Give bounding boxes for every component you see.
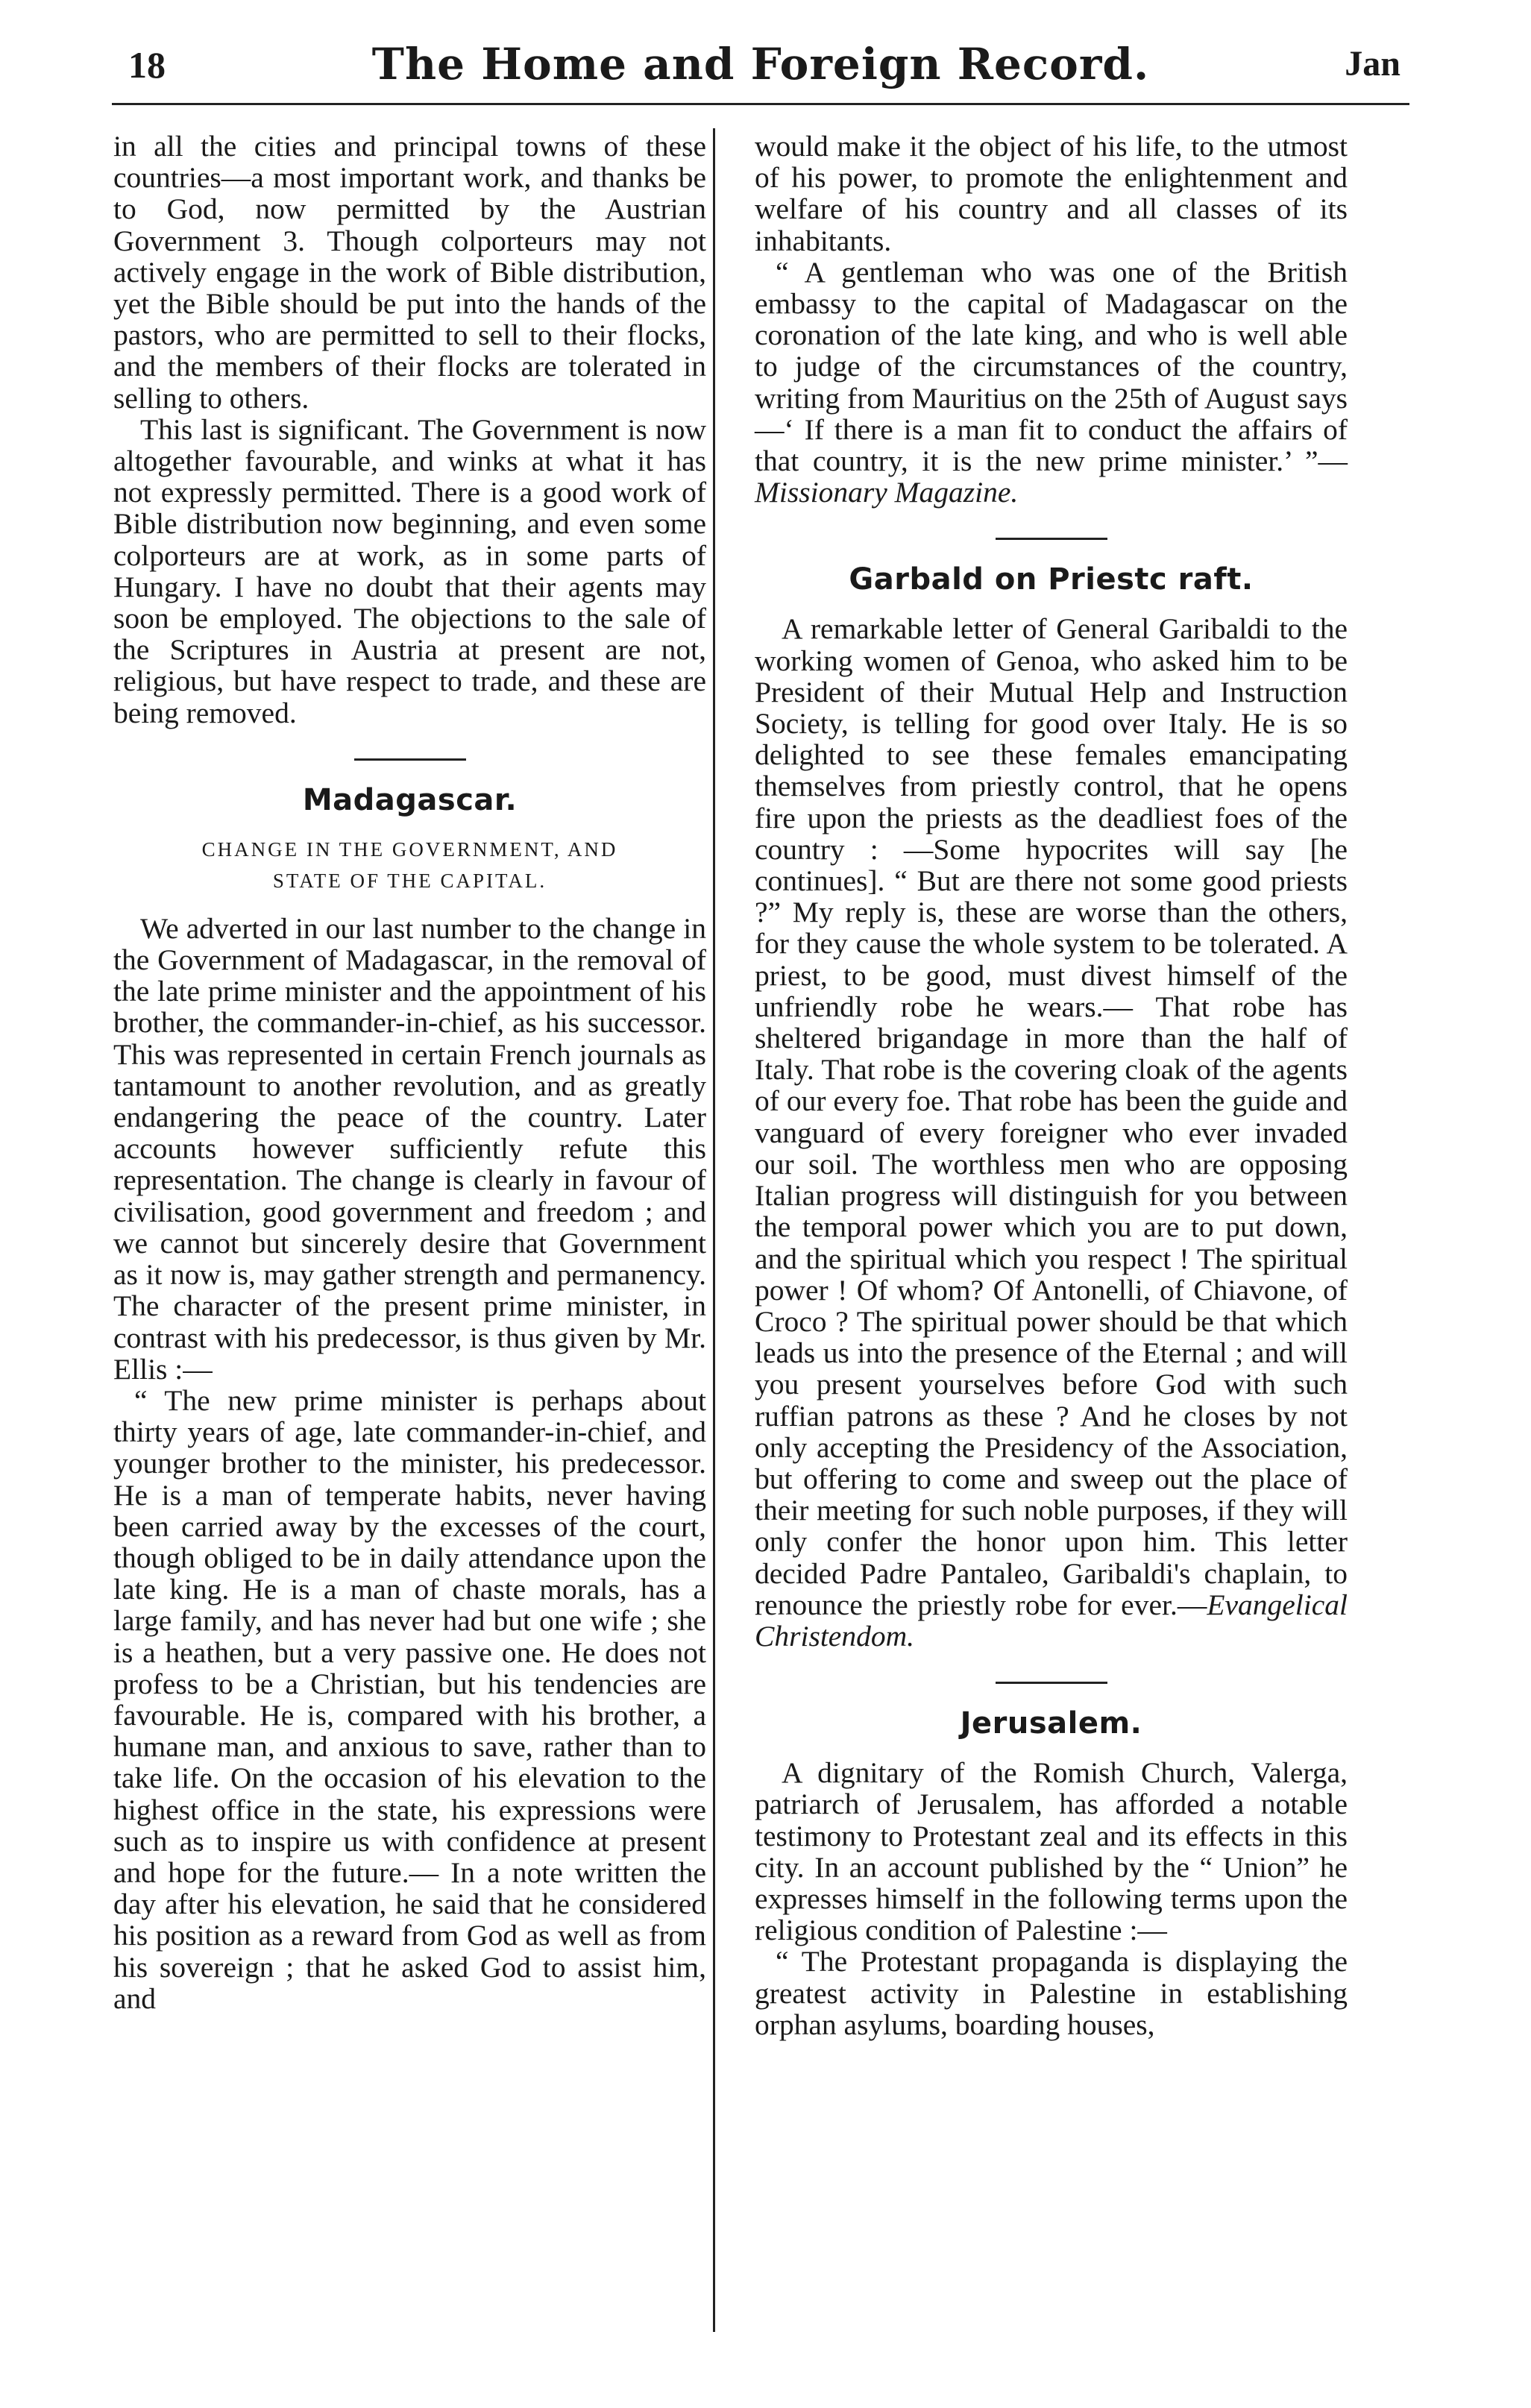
page-header [112, 37, 1409, 112]
madagascar-subheading [113, 834, 706, 896]
madagascar-heading: Madagascar. [302, 782, 518, 817]
madagascar-quote [755, 257, 1348, 509]
column-divider [713, 128, 715, 2332]
section-divider [354, 758, 466, 761]
right-column [755, 131, 1348, 2040]
subheading-line: CHANGE IN THE GOVERNMENT, AND [201, 837, 618, 861]
paragraph-text: A remarkable letter of General Garibaldi to the working women of Genoa, who asked him to be President of their Mutual Help and Instruction Society, is telling for good over Italy. He is so delighted to see these females emancipating themselves from priestly control, that he opens fire upon the priests as the deadliest foes of the country : —Some hypocrites will say [he continues]. “ But are there not some good priests ?” My reply is, these are worse than the others, for they cause the whole system to be tolerated. A priest, to be good, must divest himself of the unfriendly robe he wears.— That robe has sheltered brigandage in more than the half of Italy. That robe is the covering cloak of the agents of our every foe. That robe has been the guide and vanguard of every foreigner who ever invaded our soil. The worthless men who are opposing Italian progress will distinguish for you between the temporal power which you are to put down, and the spiritual which you respect ! The spiritual power ! Of whom? Of Antonelli, of Chiavone, of Croco ? The spiritual power should be that which leads us into the presence of the Eternal ; and will you present yourselves before God with such ruffian patrons as these ? And he closes by not only accepting the Presidency of the Association, but offering to come and sweep out the place of their meeting for such noble purposes, if they will only confer the honor upon him. This letter decided Padre Pantaleo, Garibaldi's chaplain, to renounce the priestly robe for ever.— [755, 612, 1348, 1621]
madagascar-continuation: would make it the object of his life, to the utmost of his power, to promote the enlightenment and welfare of his country and all classes of its inhabitants. [755, 130, 1348, 257]
section-divider [996, 1682, 1107, 1684]
subheading-line: STATE OF THE CAPITAL. [272, 869, 547, 892]
jerusalem-paragraph: A dignitary of the Romish Church, Valerga, patriarch of Jerusalem, has afforded a notable testimony to Protestant zeal and its effects in this city. In an account published by the “ Union” he expresses himself in the following terms upon the religious condition of Palestine :— [755, 1756, 1348, 1947]
section-divider [996, 538, 1107, 540]
source-citation: Evangelical Christendom. [755, 1588, 1348, 1653]
austria-paragraph: This last is significant. The Government is now altogether favourable, and winks at what it has not expressly permitted. There is a good work of Bible distribution now beginning, and even some colporteurs are at work, as in some parts of Hungary. I have no doubt that their agents may soon be employed. The objections to the sale of the Scriptures in Austria at present are not, religious, but have respect to trade, and these are being removed. [113, 412, 706, 729]
left-column [113, 131, 706, 2014]
month-label: Jan [1345, 44, 1400, 84]
page-number: 18 [128, 44, 166, 86]
garibaldi-paragraph [755, 613, 1348, 1652]
running-title: The Home and Foreign Record. [371, 39, 1150, 89]
garibaldi-heading: Garbald on Priestc raft. [849, 562, 1254, 597]
jerusalem-heading: Jerusalem. [960, 1706, 1142, 1741]
austria-paragraph: in all the cities and principal towns of these countries—a most important work, and thanks be to God, now permitted by the Austrian Government 3. Though colporteurs may not actively engage in the work of Bible distribution, yet the Bible should be put into the hands of the pastors, who are permitted to sell to their flocks, and the members of their flocks are tolerated in selling to others. [113, 130, 706, 415]
jerusalem-quote: “ The Protestant propaganda is displaying the greatest activity in Palestine in establishing orphan asylums, boarding houses, [755, 1945, 1348, 2041]
madagascar-quote: “ The new prime minister is perhaps about thirty years of age, late commander-in-chief, and younger brother to the minister, his predecessor. He is a man of temperate habits, never having been carried away by the excesses of the court, though obliged to be in daily attendance upon the late king. He is a man of chaste morals, has a large family, and has never had but one wife ; she is a heathen, but a very passive one. He does not profess to be a Christian, but his tendencies are favourable. He is, compared with his brother, a humane man, and anxious to save, rather than to take life. On the occasion of his elevation to the highest office in the state, his expressions were such as to inspire us with confidence at present and hope for the future.— In a note written the day after his elevation, he said that he considered his position as a reward from God as well as from his sovereign ; that he asked God to assist him, and [113, 1383, 706, 2015]
quote-text: “ A gentleman who was one of the British embassy to the capital of Madagascar on the coronation of the late king, and who is well able to judge of the circumstances of the country, writing from Mauritius on the 25th of August says—‘ If there is a man fit to conduct the affairs of that country, it is the new prime minister.’ ”— [755, 255, 1348, 478]
header-rule [112, 103, 1409, 105]
madagascar-paragraph: We adverted in our last number to the change in the Government of Madagascar, in the removal of the late prime minister and the appointment of his brother, the commander-in-chief, as his successor. This was represented in certain French journals as tantamount to another revolution, and as greatly endangering the peace of the country. Later accounts however sufficiently refute this representation. The change is clearly in favour of civilisation, good government and freedom ; and we cannot but sincerely desire that Government as it now is, may gather strength and permanency. The character of the present prime minister, in contrast with his predecessor, is thus given by Mr. Ellis :— [113, 911, 706, 1386]
source-citation: Missionary Magazine. [755, 476, 1019, 509]
